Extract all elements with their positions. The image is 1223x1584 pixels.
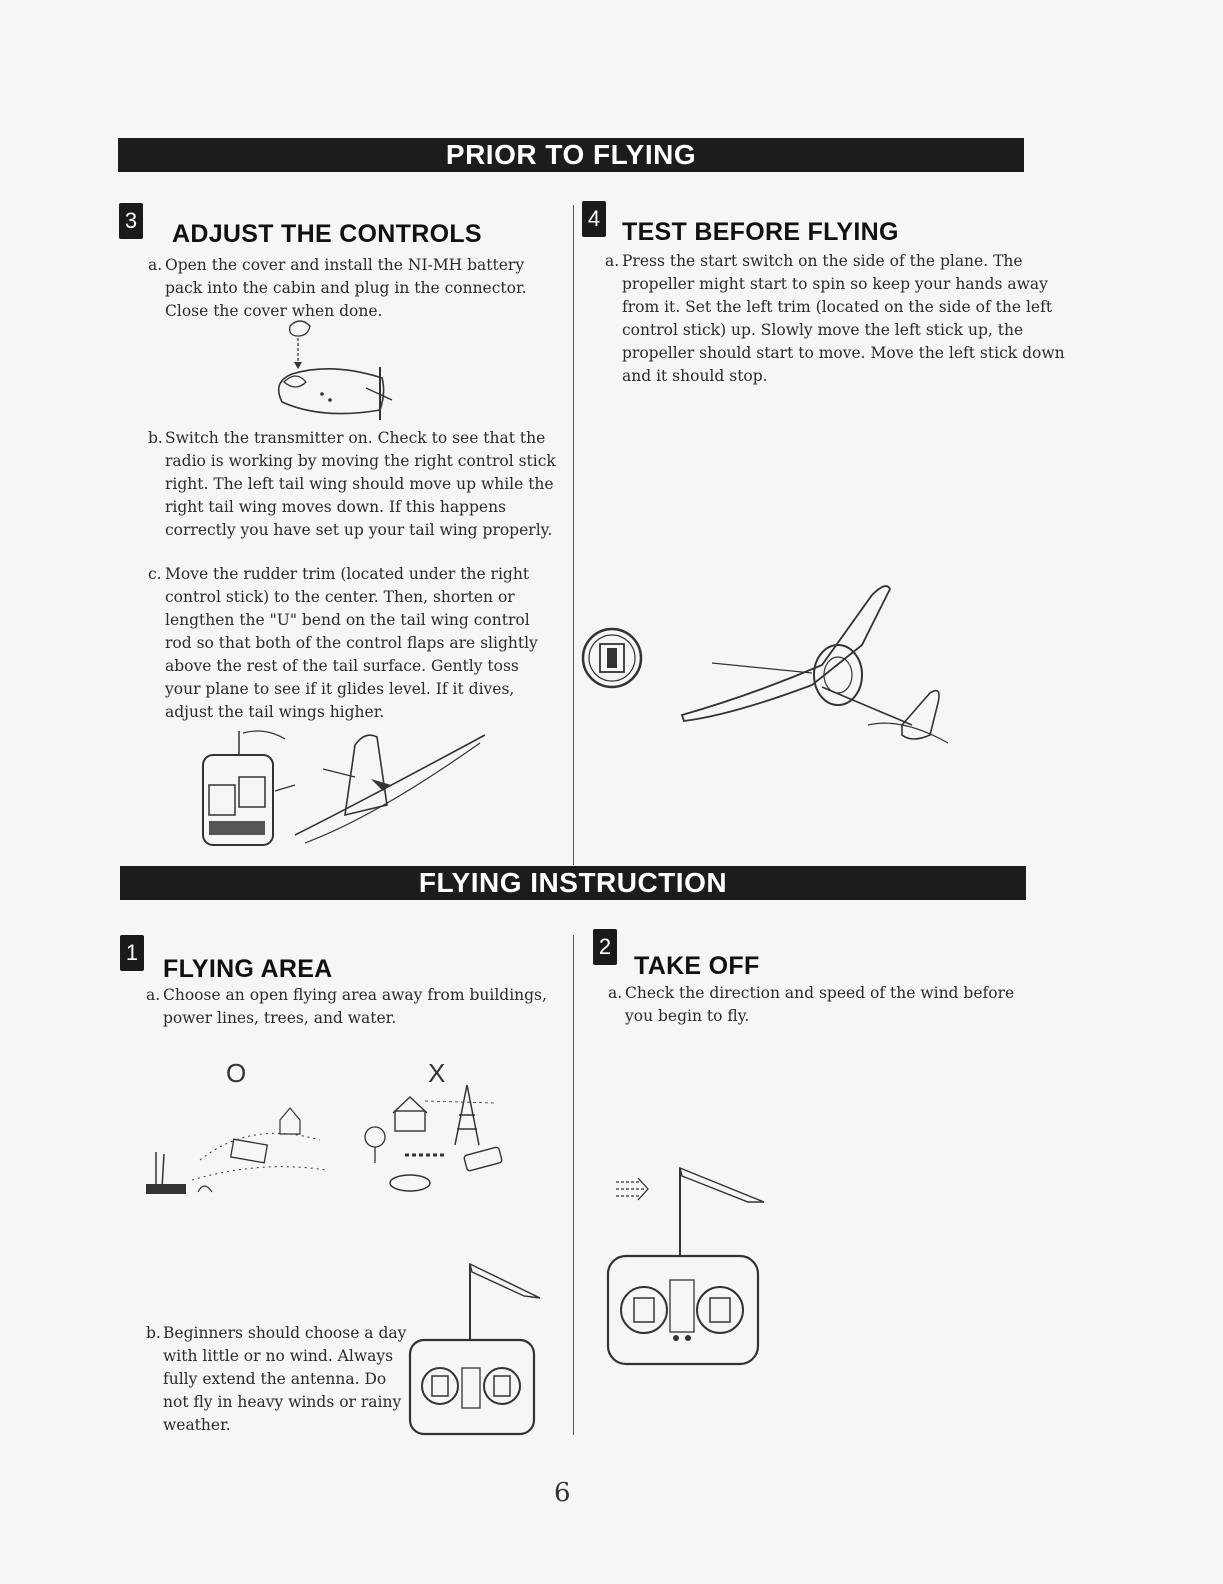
step-label: b. xyxy=(146,1324,161,1342)
prior-to-flying-banner xyxy=(118,138,1024,172)
good-area-mark: O xyxy=(226,1058,247,1088)
step-label: a. xyxy=(148,256,163,274)
test-before-flying-heading: TEST BEFORE FLYING xyxy=(622,218,899,246)
step-number-badge: 1 xyxy=(120,935,144,971)
obstacles-illustration xyxy=(355,1085,505,1195)
step-label: a. xyxy=(605,252,620,270)
battery-cabin-illustration xyxy=(262,312,402,422)
step-label: a. xyxy=(146,986,161,1004)
transmitter-and-tail-illustration xyxy=(195,725,495,855)
adjust-step-c xyxy=(148,563,550,724)
step-number-badge: 2 xyxy=(593,929,617,965)
adjust-controls-heading: ADJUST THE CONTROLS xyxy=(172,220,482,248)
area-step-a xyxy=(146,984,563,1030)
step-text: Choose an open flying area away from buildings, power lines, trees, and water. xyxy=(163,986,547,1027)
column-divider-top xyxy=(573,205,574,865)
step-label: b. xyxy=(148,429,163,447)
takeoff-step-a xyxy=(608,982,1035,1028)
area-step-b xyxy=(146,1322,413,1437)
bad-area-mark: X xyxy=(428,1058,446,1088)
flying-instruction-banner xyxy=(120,866,1026,900)
test-step-a xyxy=(605,250,1067,388)
step-label: a. xyxy=(608,984,623,1002)
step-text: Press the start switch on the side of the plane. The propeller might start to spin so keep your hands away from it. Set the left trim (located on the side of the left control stick) up. Slowly move the left stick up, the propeller should start to move. Move the left stick down and it should stop. xyxy=(622,252,1065,385)
open-field-illustration xyxy=(140,1100,330,1200)
flying-instruction-title: FLYING INSTRUCTION xyxy=(418,867,728,898)
step-text: Beginners should choose a day with little or no wind. Always fully extend the antenna. Do not fly in heavy winds or rainy weather. xyxy=(163,1324,407,1434)
step-text: Open the cover and install the NI-MH battery pack into the cabin and plug in the connector. Close the cover when done. xyxy=(165,256,527,320)
transmitter-antenna-illustration xyxy=(400,1258,550,1438)
step-number-badge: 4 xyxy=(582,201,606,237)
take-off-heading: TAKE OFF xyxy=(634,952,760,980)
page-number: 6 xyxy=(554,1478,571,1508)
switch-closeup-icon xyxy=(580,626,644,690)
step-number-badge: 3 xyxy=(119,203,143,239)
flying-area-heading: FLYING AREA xyxy=(163,955,333,983)
step-text: Move the rudder trim (located under the right control stick) to the center. Then, shorten or lengthen the "U" bend on the tail wing control rod so that both of the control flaps are slightly above the rest of the tail surface. Gently toss your plane to see if it glides level. If it dives, adjust the tail wings higher. xyxy=(165,565,538,721)
step-label: c. xyxy=(148,565,162,583)
transmitter-takeoff-illustration xyxy=(600,1162,770,1382)
airplane-illustration xyxy=(672,575,972,755)
column-divider-bottom xyxy=(573,935,574,1435)
adjust-step-b xyxy=(148,427,565,542)
step-text: Check the direction and speed of the wind before you begin to fly. xyxy=(625,984,1015,1025)
step-text: Switch the transmitter on. Check to see that the radio is working by moving the right control stick right. The left tail wing should move up while the right tail wing moves down. If this happens correctly you have set up your tail wing properly. xyxy=(165,429,556,539)
prior-to-flying-title: PRIOR TO FLYING xyxy=(445,139,697,170)
